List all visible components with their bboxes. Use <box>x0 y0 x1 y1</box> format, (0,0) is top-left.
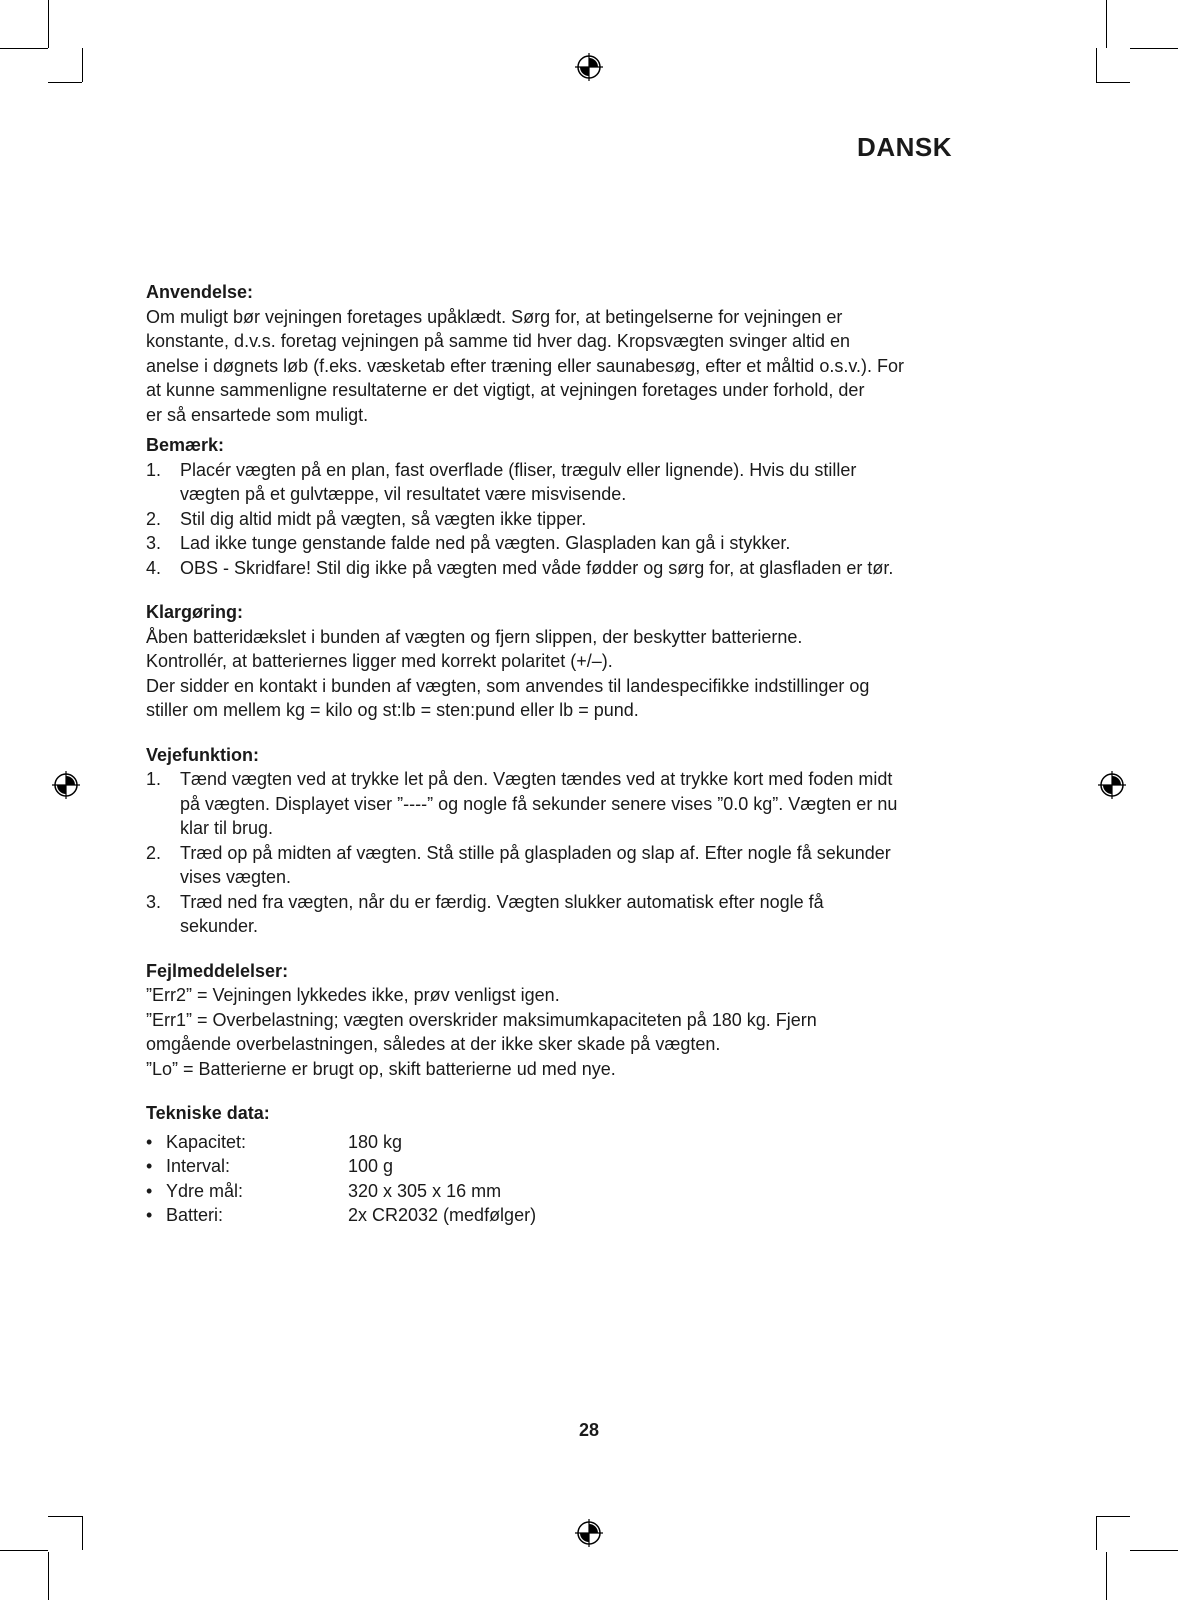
page-number: 28 <box>578 1420 600 1440</box>
registration-mark-right-icon <box>1098 771 1126 799</box>
spec-row <box>146 1154 946 1179</box>
bullet: • <box>146 1131 153 1152</box>
list-number: 2. <box>146 842 162 863</box>
spec-list <box>146 1130 946 1228</box>
list-item-line: Stil dig altid midt på vægten, så vægten ikke tipper. <box>180 508 587 529</box>
note-title: Bemærk: <box>146 435 225 455</box>
paragraph-line: at kunne sammenligne resultaterne er det vigtigt, at vejningen foretages under forhold, der <box>146 380 865 400</box>
list-item-line: Tænd vægten ved at trykke let på den. Vægten tændes ved at trykke kort med foden midt <box>180 769 893 789</box>
document-body <box>146 280 946 1248</box>
section-tekniske-data <box>146 1101 946 1228</box>
list-number: 1. <box>146 459 162 480</box>
list-item-line: klar til brug. <box>180 818 274 838</box>
list-item <box>146 841 946 890</box>
section-title: Vejefunktion: <box>146 744 260 765</box>
list-item <box>146 890 946 939</box>
spec-label: Batteri: <box>166 1205 224 1225</box>
list-item-line: vægten på et gulvtæppe, vil resultatet være misvisende. <box>180 484 627 504</box>
registration-mark-left-icon <box>52 771 80 799</box>
bullet: • <box>146 1180 153 1201</box>
paragraph-line: ”Lo” = Batterierne er brugt op, skift batterierne ud med nye. <box>146 1058 616 1079</box>
list-item <box>146 507 946 532</box>
paragraph-line: Der sidder en kontakt i bunden af vægten, som anvendes til landespecifikke indstillinger og <box>146 675 870 696</box>
list-number: 3. <box>146 533 162 553</box>
registration-mark-bottom-icon <box>575 1519 603 1547</box>
spec-row <box>146 1130 946 1155</box>
section-title: Tekniske data: <box>146 1103 270 1123</box>
spec-label: Kapacitet: <box>166 1131 247 1152</box>
paragraph-line: ”Err2” = Vejningen lykkedes ikke, prøv venligst igen. <box>146 985 560 1005</box>
list-item <box>146 531 946 556</box>
paragraph-line: ”Err1” = Overbelastning; vægten overskrider maksimumkapaciteten på 180 kg. Fjern <box>146 1009 817 1030</box>
bullet: • <box>146 1156 153 1176</box>
section-title: Fejlmeddelelser: <box>146 960 289 981</box>
list-item-line: sekunder. <box>180 916 259 936</box>
paragraph-line: stiller om mellem kg = kilo og st:lb = sten:pund eller lb = pund. <box>146 700 639 720</box>
list-item-line: Placér vægten på en plan, fast overflade (fliser, trægulv eller lignende). Hvis du stiller <box>180 459 857 480</box>
step-list <box>146 767 946 939</box>
paragraph-line: Kontrollér, at batteriernes ligger med korrekt polaritet (+/–). <box>146 651 613 671</box>
spec-value: 2x CR2032 (medfølger) <box>348 1205 537 1225</box>
list-number: 4. <box>146 557 162 578</box>
note-list <box>146 458 946 581</box>
section-vejefunktion <box>146 743 946 939</box>
list-number: 3. <box>146 891 162 912</box>
list-item-line: på vægten. Displayet viser ”----” og nogle få sekunder senere vises ”0.0 kg”. Vægten er nu <box>180 793 898 814</box>
paragraph-line: omgående overbelastningen, således at der ikke sker skade på vægten. <box>146 1034 721 1054</box>
list-item-line: Lad ikke tunge genstande falde ned på vægten. Glaspladen kan gå i stykker. <box>180 533 791 553</box>
list-item <box>146 458 946 507</box>
section-anvendelse <box>146 280 946 580</box>
list-item-line: OBS - Skridfare! Stil dig ikke på vægten med våde fødder og sørg for, at glasfladen er tør. <box>180 557 894 578</box>
spec-label: Ydre mål: <box>166 1180 244 1201</box>
paragraph-line: Om muligt bør vejningen foretages upåklædt. Sørg for, at betingelserne for vejningen er <box>146 306 843 327</box>
paragraph-line: anelse i døgnets løb (f.eks. væsketab efter træning eller saunabesøg, efter et måltid o.s.v.). For <box>146 355 904 376</box>
list-item <box>146 556 946 581</box>
paragraph-line: konstante, d.v.s. foretag vejningen på samme tid hver dag. Kropsvægten svinger altid en <box>146 331 851 351</box>
spec-value: 320 x 305 x 16 mm <box>348 1180 502 1201</box>
spec-label: Interval: <box>166 1156 231 1176</box>
list-item-line: vises vægten. <box>180 867 292 887</box>
language-heading: DANSK <box>857 132 952 162</box>
paragraph-line: er så ensartede som muligt. <box>146 404 369 425</box>
section-title: Anvendelse: <box>146 282 254 302</box>
spec-value: 100 g <box>348 1156 394 1176</box>
list-item-line: Træd op på midten af vægten. Stå stille på glaspladen og slap af. Efter nogle få sekunder <box>180 842 891 863</box>
list-number: 1. <box>146 769 162 789</box>
spec-row <box>146 1203 946 1228</box>
section-klargoring <box>146 600 946 723</box>
list-number: 2. <box>146 508 162 529</box>
section-title: Klargøring: <box>146 602 243 622</box>
spec-value: 180 kg <box>348 1131 403 1152</box>
paragraph-line: Åben batteridækslet i bunden af vægten og fjern slippen, der beskytter batterierne. <box>146 626 803 647</box>
bullet: • <box>146 1205 153 1225</box>
spec-row <box>146 1179 946 1204</box>
list-item <box>146 767 946 841</box>
section-fejlmeddelelser <box>146 959 946 1082</box>
list-item-line: Træd ned fra vægten, når du er færdig. Vægten slukker automatisk efter nogle få <box>180 891 824 912</box>
registration-mark-top-icon <box>575 53 603 81</box>
